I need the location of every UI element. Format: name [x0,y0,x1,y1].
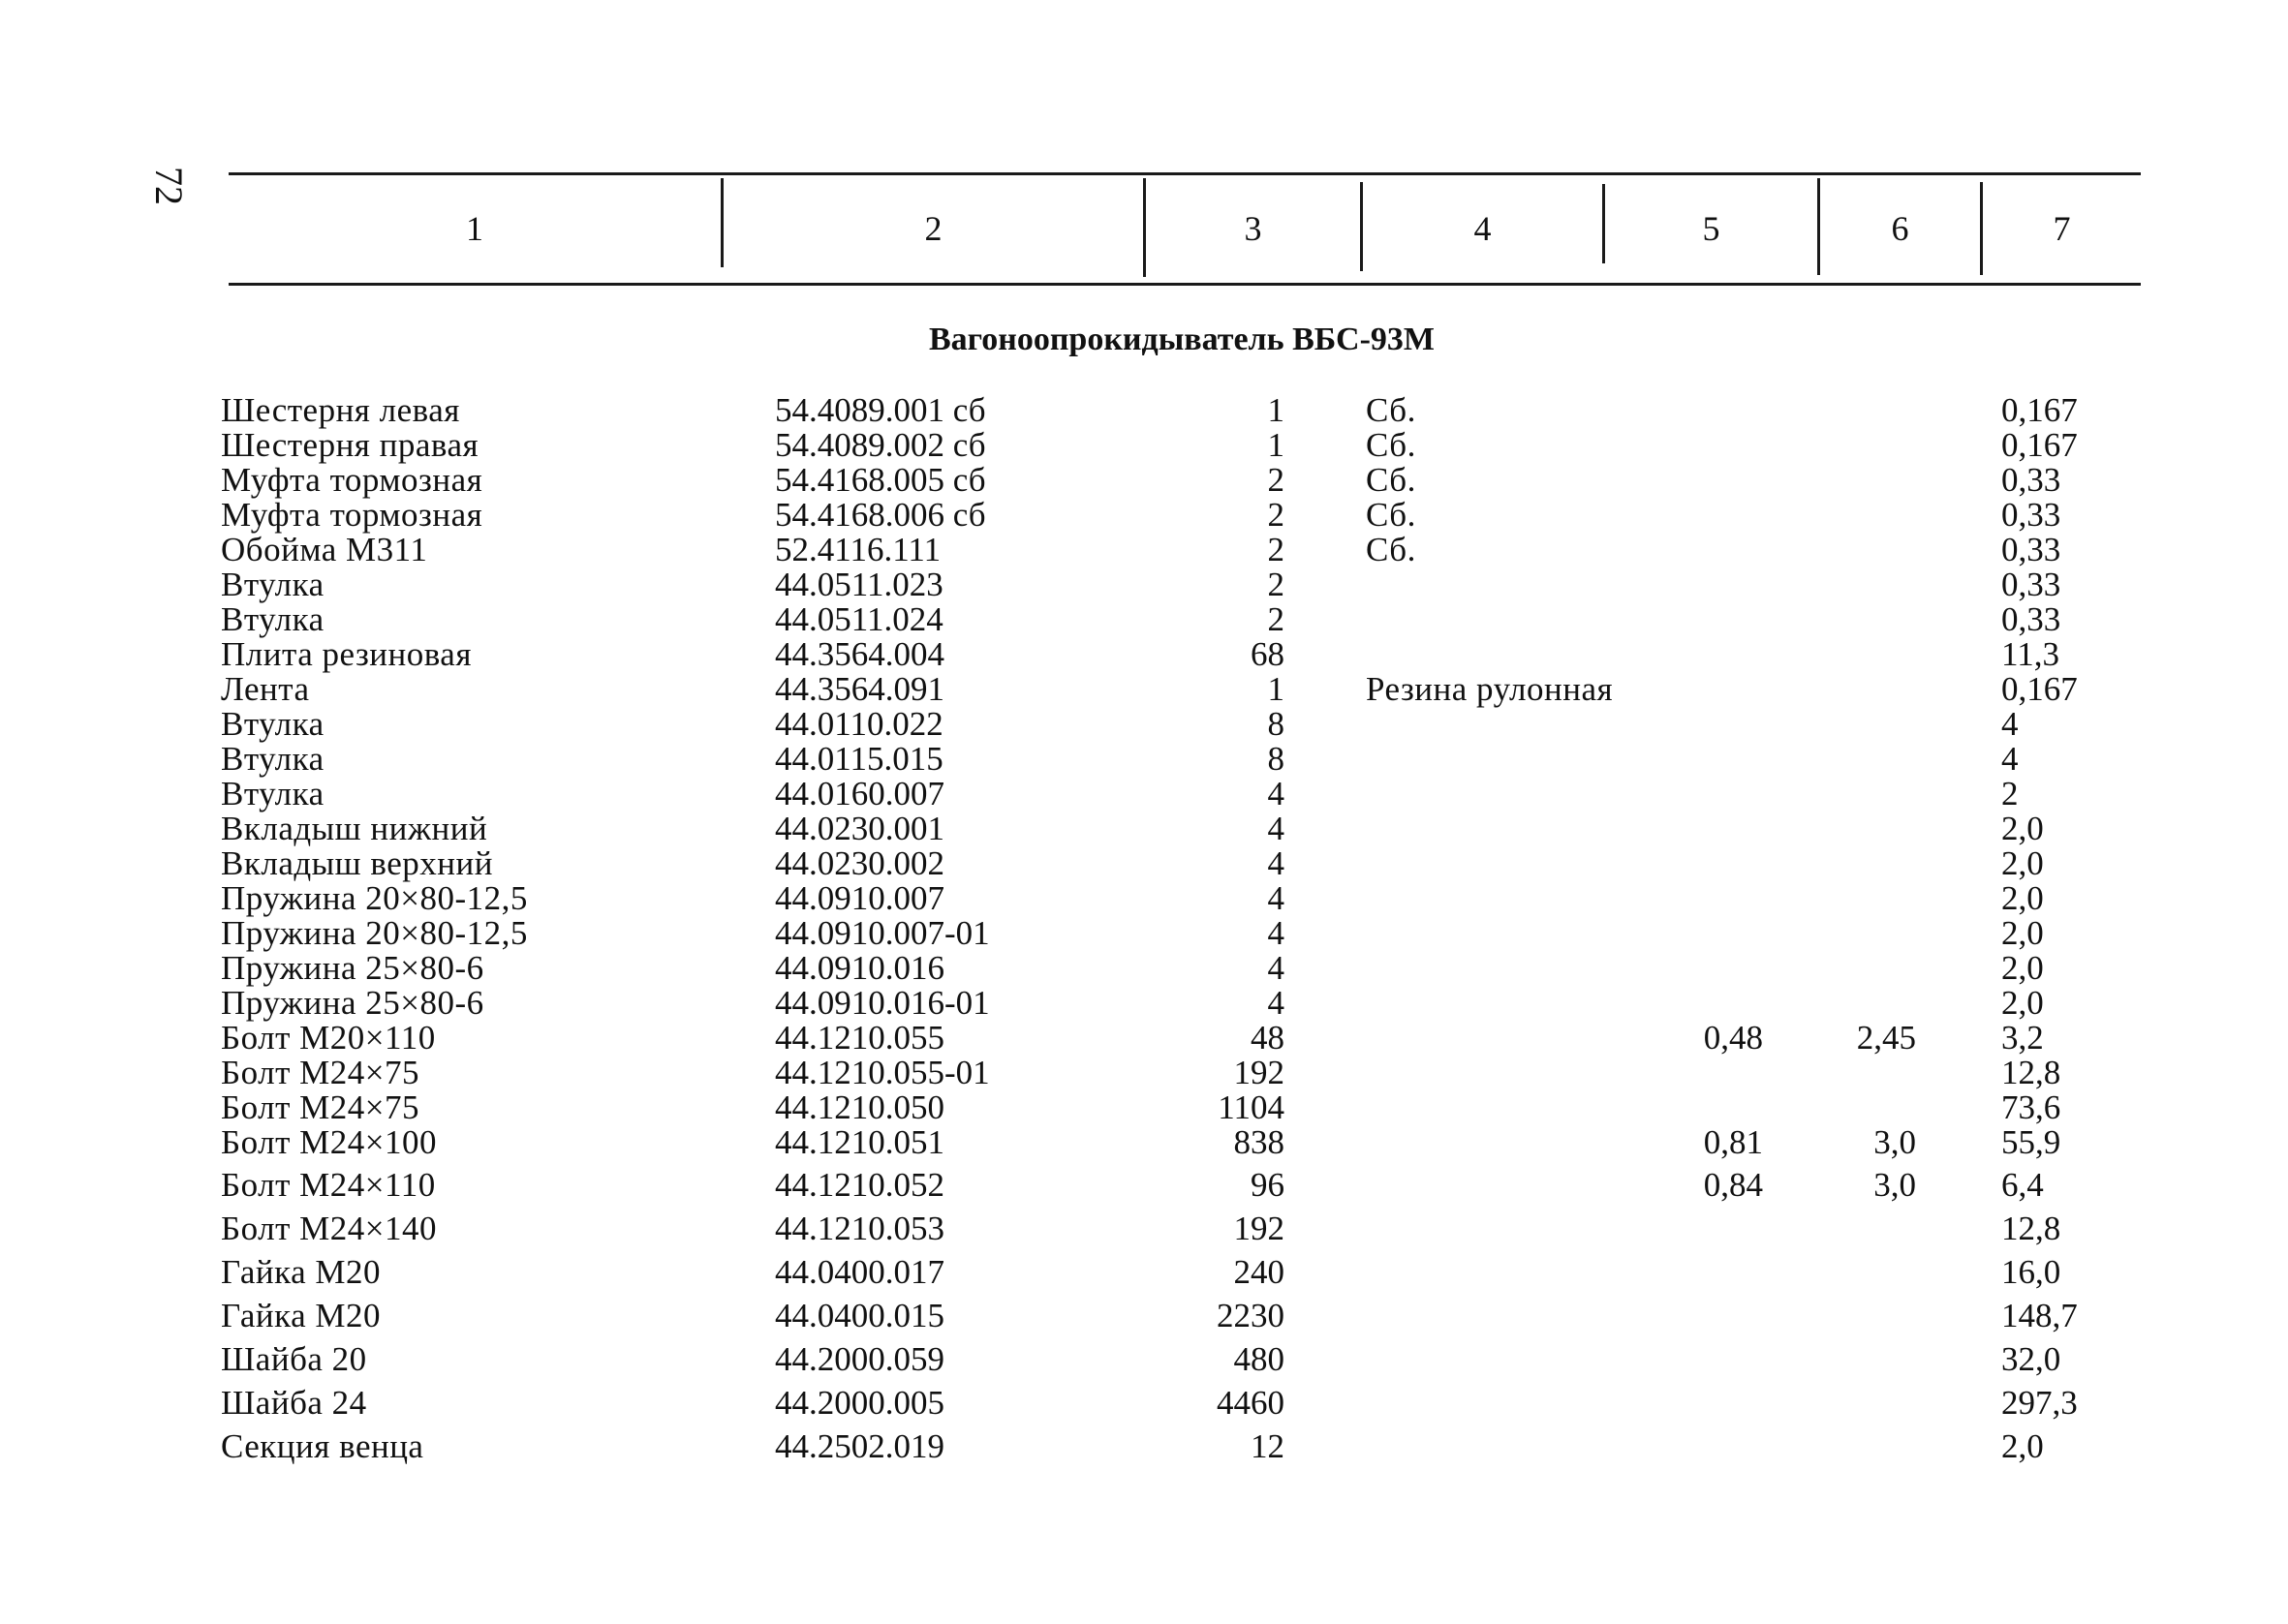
item-quantity: 2 [1267,461,1284,499]
item-col7: 0,167 [2001,391,2078,429]
item-quantity: 2 [1267,531,1284,568]
item-note: Сб. [1366,461,1416,499]
item-col7: 32,0 [2001,1340,2061,1378]
table-row [0,600,2288,639]
item-note: Резина рулонная [1366,670,1614,708]
item-col6: 3,0 [1873,1123,1916,1161]
item-designation: 54.4168.005 сб [775,461,986,499]
item-quantity: 4 [1267,984,1284,1022]
item-name: Шайба 20 [221,1340,367,1378]
item-quantity: 192 [1233,1210,1284,1247]
item-col7: 4 [2001,705,2019,743]
item-col7: 55,9 [2001,1123,2061,1161]
item-designation: 44.1210.055 [775,1019,944,1057]
item-designation: 44.1210.051 [775,1123,944,1161]
item-col7: 3,2 [2001,1019,2044,1057]
item-name: Пружина 25×80-6 [221,949,484,987]
item-col7: 2,0 [2001,879,2044,917]
table-row [0,984,2288,1023]
item-quantity: 4460 [1217,1384,1284,1422]
table-row [0,391,2288,430]
item-designation: 54.4168.006 сб [775,496,986,534]
item-col7: 12,8 [2001,1210,2061,1247]
item-quantity: 1 [1267,670,1284,708]
item-name: Секция венца [221,1427,424,1465]
item-col7: 0,33 [2001,600,2061,638]
item-quantity: 1104 [1218,1088,1284,1126]
item-col7: 6,4 [2001,1166,2044,1204]
item-col7: 2,0 [2001,810,2044,847]
item-quantity: 838 [1233,1123,1284,1161]
column-number-1: 1 [466,209,483,248]
item-designation: 44.0115.015 [775,740,943,778]
item-quantity: 96 [1251,1166,1284,1204]
item-quantity: 480 [1233,1340,1284,1378]
item-quantity: 192 [1233,1054,1284,1091]
item-quantity: 2 [1267,566,1284,603]
item-designation: 44.2000.059 [775,1340,944,1378]
item-name: Плита резиновая [221,635,472,673]
item-name: Шестерня правая [221,426,479,464]
item-designation: 44.0230.001 [775,810,944,847]
header-bottom-rule [229,283,2141,286]
item-quantity: 2230 [1217,1297,1284,1334]
item-designation: 44.0910.007 [775,879,944,917]
item-designation: 44.0511.023 [775,566,943,603]
item-name: Болт М24×140 [221,1210,438,1247]
table-row [0,1210,2288,1248]
item-col6: 3,0 [1873,1166,1916,1204]
table-row [0,531,2288,569]
item-name: Болт М24×100 [221,1123,438,1161]
item-quantity: 4 [1267,810,1284,847]
item-quantity: 48 [1251,1019,1284,1057]
table-row [0,879,2288,918]
table-row [0,426,2288,465]
item-col7: 2,0 [2001,1427,2044,1465]
table-row [0,1123,2288,1162]
table-row [0,1166,2288,1205]
item-col7: 12,8 [2001,1054,2061,1091]
item-col6: 2,45 [1856,1019,1916,1057]
item-name: Муфта тормозная [221,496,483,534]
item-designation: 44.1210.055-01 [775,1054,990,1091]
table-row [0,740,2288,779]
item-col7: 297,3 [2001,1384,2078,1422]
table-row [0,1297,2288,1335]
item-quantity: 1 [1267,426,1284,464]
item-name: Вкладыш нижний [221,810,488,847]
table-row [0,1054,2288,1092]
item-quantity: 2 [1267,496,1284,534]
column-number-2: 2 [924,209,943,248]
item-quantity: 240 [1233,1253,1284,1291]
item-quantity: 2 [1267,600,1284,638]
item-col7: 0,33 [2001,496,2061,534]
table-row [0,566,2288,604]
column-number-5: 5 [1702,209,1720,248]
table-row [0,461,2288,500]
item-quantity: 1 [1267,391,1284,429]
column-number-6: 6 [1891,209,1909,248]
item-designation: 44.0160.007 [775,775,944,812]
item-designation: 44.1210.053 [775,1210,944,1247]
item-note: Сб. [1366,496,1416,534]
item-name: Болт М24×75 [221,1088,420,1126]
item-col7: 148,7 [2001,1297,2078,1334]
item-name: Пружина 20×80-12,5 [221,914,528,952]
table-row [0,775,2288,813]
item-designation: 44.0910.016 [775,949,944,987]
item-designation: 54.4089.002 сб [775,426,986,464]
item-quantity: 8 [1267,740,1284,778]
item-name: Шестерня левая [221,391,460,429]
item-designation: 52.4116.111 [775,531,942,568]
table-row [0,1384,2288,1423]
table-row [0,1340,2288,1379]
item-note: Сб. [1366,426,1416,464]
table-row [0,496,2288,535]
item-quantity: 8 [1267,705,1284,743]
item-name: Болт М20×110 [221,1019,436,1057]
item-col5: 0,81 [1703,1123,1763,1161]
column-number-4: 4 [1473,209,1492,248]
item-col7: 2,0 [2001,844,2044,882]
item-name: Обойма М311 [221,531,428,568]
header-top-rule [229,172,2141,175]
table-row [0,1253,2288,1292]
item-designation: 54.4089.001 сб [775,391,986,429]
item-designation: 44.1210.052 [775,1166,944,1204]
item-col7: 0,33 [2001,531,2061,568]
item-quantity: 68 [1251,635,1284,673]
table-row [0,1088,2288,1127]
item-designation: 44.1210.050 [775,1088,944,1126]
item-designation: 44.2000.005 [775,1384,944,1422]
item-note: Сб. [1366,531,1416,568]
item-col7: 2,0 [2001,984,2044,1022]
item-name: Болт М24×110 [221,1166,436,1204]
item-col7: 0,167 [2001,426,2078,464]
item-designation: 44.3564.004 [775,635,944,673]
item-name: Муфта тормозная [221,461,483,499]
item-name: Гайка М20 [221,1297,382,1334]
item-name: Гайка М20 [221,1253,382,1291]
item-designation: 44.0910.007-01 [775,914,990,952]
item-name: Втулка [221,566,325,603]
item-col7: 4 [2001,740,2019,778]
table-row [0,1427,2288,1466]
item-name: Пружина 20×80-12,5 [221,879,528,917]
item-col7: 0,33 [2001,566,2061,603]
item-name: Втулка [221,775,325,812]
item-designation: 44.0511.024 [775,600,943,638]
item-designation: 44.0400.017 [775,1253,944,1291]
item-quantity: 4 [1267,914,1284,952]
item-col7: 2 [2001,775,2019,812]
item-designation: 44.0910.016-01 [775,984,990,1022]
item-designation: 44.0400.015 [775,1297,944,1334]
item-col7: 0,33 [2001,461,2061,499]
table-row [0,705,2288,744]
item-quantity: 4 [1267,879,1284,917]
item-designation: 44.0110.022 [775,705,943,743]
column-number-7: 7 [2053,209,2071,248]
item-quantity: 4 [1267,775,1284,812]
section-title: Вагоноопрокидыватель ВБС-93М [928,322,1435,357]
item-name: Пружина 25×80-6 [221,984,484,1022]
item-col7: 2,0 [2001,949,2044,987]
item-name: Втулка [221,740,325,778]
item-col5: 0,48 [1703,1019,1763,1057]
item-col5: 0,84 [1703,1166,1763,1204]
item-name: Шайба 24 [221,1384,367,1422]
table-row [0,844,2288,883]
item-designation: 44.3564.091 [775,670,944,708]
item-col7: 11,3 [2001,635,2059,673]
item-name: Лента [221,670,310,708]
table-row [0,810,2288,848]
item-name: Втулка [221,705,325,743]
item-col7: 73,6 [2001,1088,2061,1126]
item-designation: 44.2502.019 [775,1427,944,1465]
item-col7: 2,0 [2001,914,2044,952]
item-col7: 0,167 [2001,670,2078,708]
column-number-3: 3 [1244,209,1262,248]
item-quantity: 4 [1267,949,1284,987]
item-name: Вкладыш верхний [221,844,493,882]
item-note: Сб. [1366,391,1416,429]
table-row [0,635,2288,674]
table-row [0,1019,2288,1057]
item-name: Втулка [221,600,325,638]
page-number: 72 [147,167,191,205]
item-name: Болт М24×75 [221,1054,420,1091]
item-quantity: 12 [1251,1427,1284,1465]
table-row [0,914,2288,953]
item-quantity: 4 [1267,844,1284,882]
item-designation: 44.0230.002 [775,844,944,882]
table-row [0,949,2288,988]
item-col7: 16,0 [2001,1253,2061,1291]
table-row [0,670,2288,709]
